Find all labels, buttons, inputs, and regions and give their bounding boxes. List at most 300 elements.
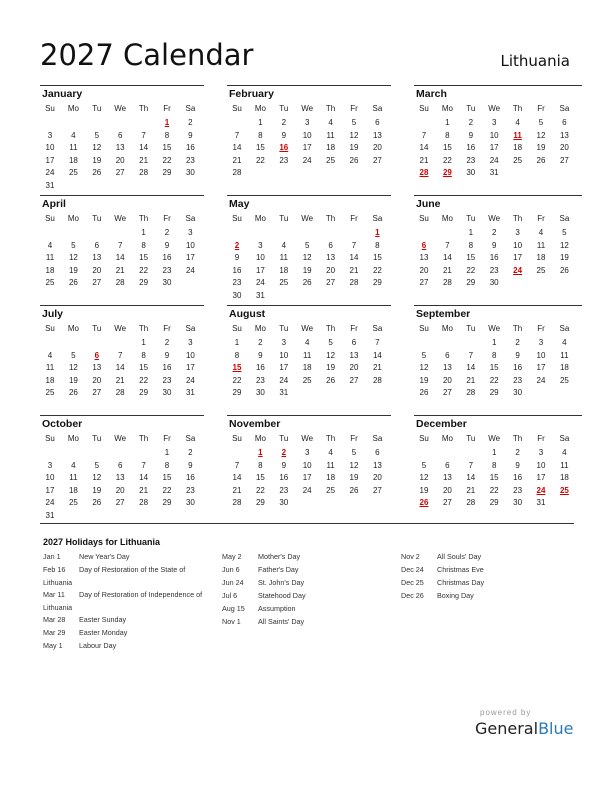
calendar-day: 24 [185, 265, 195, 275]
holiday-item [43, 551, 208, 564]
calendar-day: 26 [419, 388, 429, 398]
calendar-day: 28 [372, 375, 382, 385]
calendar-day: 16 [513, 473, 523, 483]
month-september [414, 305, 578, 413]
calendar-day: 20 [326, 265, 336, 275]
calendar-day: 10 [185, 240, 195, 250]
weekday-label: Mo [441, 324, 453, 333]
calendar-day: 14 [419, 143, 429, 153]
weekday-label: Mo [254, 214, 266, 223]
calendar-day: 13 [349, 350, 359, 360]
calendar-day: 6 [351, 338, 357, 347]
calendar-day: 11 [69, 143, 78, 153]
calendar-day: 12 [92, 143, 102, 153]
calendar-day: 21 [466, 485, 476, 495]
calendar-day: 20 [372, 473, 382, 483]
holiday-item [222, 577, 372, 590]
calendar-day: 26 [349, 155, 359, 165]
calendar-day: 7 [234, 460, 240, 470]
calendar-day: 23 [185, 155, 195, 165]
calendar-day: 30 [513, 388, 523, 398]
calendar-day: 11 [279, 253, 288, 263]
calendar-day: 24 [489, 155, 499, 165]
calendar-day: 22 [442, 155, 452, 165]
holiday-date: 24 [536, 485, 546, 495]
calendar-day: 15 [162, 143, 172, 153]
calendar-day: 3 [538, 448, 544, 457]
weekday-label: Fr [163, 104, 171, 113]
calendar-day: 29 [466, 278, 476, 288]
calendar-day: 22 [255, 485, 265, 495]
weekday-label: Sa [559, 434, 570, 443]
month-rule [414, 85, 582, 86]
calendar-day: 20 [349, 363, 359, 373]
calendar-day: 4 [47, 350, 53, 360]
calendar-day: 2 [515, 338, 520, 347]
calendar-day: 25 [279, 278, 289, 288]
holiday-item [222, 603, 372, 616]
calendar-day: 3 [47, 130, 53, 140]
calendar-day: 23 [279, 485, 289, 495]
calendar-day: 12 [419, 363, 429, 373]
weekday-label: Tu [92, 434, 102, 443]
calendar-day: 4 [328, 118, 333, 127]
calendar-day: 5 [71, 350, 76, 360]
calendar-day: 21 [139, 155, 149, 165]
calendar-day: 17 [513, 253, 523, 263]
calendar-day: 26 [92, 168, 102, 178]
weekday-label: Tu [466, 434, 476, 443]
calendar-day: 15 [442, 143, 452, 153]
calendar-day: 27 [326, 278, 336, 288]
weekday-label: Mo [67, 214, 79, 223]
calendar-day: 29 [162, 498, 172, 508]
weekday-label: Su [45, 434, 55, 443]
calendar-day: 1 [164, 448, 170, 457]
calendar-day: 6 [117, 460, 123, 470]
holiday-name: All Souls' Day [437, 552, 482, 561]
weekday-label: Fr [163, 324, 171, 333]
calendar-day: 17 [45, 155, 55, 165]
calendar-day: 25 [513, 155, 523, 165]
weekday-label: Th [325, 104, 336, 113]
weekday-label: Mo [254, 104, 266, 113]
calendar-day: 1 [491, 448, 497, 457]
calendar-day: 5 [71, 240, 76, 250]
calendar-day: 12 [559, 240, 569, 250]
calendar-day: 17 [536, 473, 546, 483]
calendar-day: 4 [281, 240, 287, 250]
calendar-day: 2 [258, 338, 263, 347]
calendar-day: 27 [115, 168, 125, 178]
calendar-day: 11 [560, 350, 569, 360]
calendar-day: 22 [232, 375, 242, 385]
calendar-day: 27 [92, 278, 102, 288]
calendar-day: 14 [115, 253, 125, 263]
calendar-day: 15 [162, 473, 172, 483]
calendar-day: 15 [489, 363, 499, 373]
calendar-day: 30 [162, 388, 172, 398]
calendar-day: 10 [536, 350, 546, 360]
calendar-day: 17 [302, 473, 312, 483]
calendar-day: 1 [491, 338, 497, 347]
calendar-day: 23 [513, 375, 523, 385]
calendar-day: 19 [419, 485, 429, 495]
calendar-day: 5 [328, 338, 333, 347]
calendar-day: 5 [304, 240, 310, 250]
month-rule [40, 305, 204, 306]
holiday-item [43, 614, 208, 627]
calendar-day: 21 [372, 363, 382, 373]
month-rule [227, 415, 391, 416]
weekday-label: Mo [441, 104, 453, 113]
calendar-day: 13 [115, 473, 125, 483]
calendar-day: 28 [442, 278, 452, 288]
holiday-date: 11 [513, 130, 522, 140]
weekday-label: Mo [441, 434, 453, 443]
calendar-day: 5 [351, 118, 357, 127]
calendar-day: 19 [92, 485, 102, 495]
calendar-day: 7 [445, 240, 450, 250]
weekday-label: Th [512, 434, 523, 443]
month-name: November [229, 418, 281, 430]
holiday-name: St. John's Day [258, 578, 305, 587]
calendar-day: 8 [141, 240, 146, 250]
calendar-day: 31 [185, 388, 195, 398]
calendar-day: 9 [188, 460, 193, 470]
month-july [40, 305, 204, 413]
holiday-date-label: Mar 11 [43, 590, 65, 599]
calendar-day: 22 [489, 375, 499, 385]
weekday-label: Tu [92, 214, 102, 223]
holiday-item [43, 627, 208, 640]
calendar-day: 9 [281, 130, 287, 140]
weekday-label: Tu [279, 214, 289, 223]
calendar-day: 23 [489, 265, 499, 275]
calendar-day: 27 [372, 155, 382, 165]
weekday-label: Sa [185, 214, 196, 223]
weekday-label: Su [419, 214, 429, 223]
calendar-day: 10 [302, 460, 312, 470]
calendar-day: 2 [515, 448, 520, 457]
calendar-day: 20 [419, 265, 429, 275]
calendar-day: 22 [139, 265, 149, 275]
holiday-date: 1 [258, 448, 263, 457]
weekday-label: We [488, 324, 501, 333]
holiday-item [401, 577, 551, 590]
weekday-label: Mo [254, 434, 266, 443]
calendar-day: 2 [281, 118, 287, 127]
calendar-day: 18 [45, 375, 55, 385]
calendar-day: 8 [164, 130, 170, 140]
calendar-day: 7 [141, 130, 146, 140]
calendar-day: 3 [47, 460, 53, 470]
calendar-day: 8 [258, 460, 263, 470]
weekday-label: We [114, 324, 127, 333]
calendar-day: 20 [442, 485, 452, 495]
holiday-item [222, 616, 372, 629]
weekday-label: Th [325, 434, 336, 443]
calendar-day: 9 [258, 350, 263, 360]
calendar-day: 29 [162, 168, 172, 178]
holiday-item [401, 564, 551, 577]
calendar-day: 20 [115, 155, 125, 165]
month-august [227, 305, 391, 413]
month-rule [414, 415, 582, 416]
calendar-day: 17 [489, 143, 499, 153]
calendar-day: 5 [421, 460, 427, 470]
weekday-label: Tu [92, 104, 102, 113]
country-name: Lithuania [500, 52, 570, 70]
calendar-day: 8 [164, 460, 170, 470]
calendar-day: 25 [45, 388, 55, 398]
calendar-day: 6 [445, 460, 450, 470]
calendar-day: 2 [188, 448, 193, 457]
calendar-day: 29 [255, 498, 265, 508]
calendar-day: 8 [468, 240, 474, 250]
holiday-name: Father's Day [258, 565, 299, 574]
calendar-day: 10 [536, 460, 546, 470]
calendar-day: 28 [115, 278, 125, 288]
calendar-day: 13 [92, 363, 102, 373]
calendar-day: 21 [115, 265, 125, 275]
holiday-date-label: Dec 24 [401, 565, 424, 574]
weekday-label: We [488, 104, 501, 113]
weekday-label: Fr [350, 324, 358, 333]
calendar-day: 3 [491, 118, 497, 127]
calendar-day: 21 [419, 155, 429, 165]
holiday-date-label: Jul 6 [222, 591, 238, 600]
calendar-day: 12 [349, 130, 359, 140]
calendar-day: 28 [232, 498, 242, 508]
holiday-name: Christmas Day [437, 578, 485, 587]
calendar-day: 19 [349, 473, 359, 483]
calendar-day: 18 [302, 363, 312, 373]
calendar-day: 12 [302, 253, 312, 263]
calendar-day: 23 [232, 278, 242, 288]
brand-logo[interactable] [475, 719, 573, 738]
holiday-name: Assumption [258, 604, 296, 613]
calendar-day: 28 [349, 278, 359, 288]
weekday-label: Mo [67, 324, 79, 333]
calendar-day: 17 [185, 253, 195, 263]
weekday-label: We [488, 434, 501, 443]
calendar-day: 15 [139, 253, 149, 263]
holiday-name: Easter Monday [79, 628, 128, 637]
calendar-day: 25 [326, 485, 336, 495]
weekday-label: Sa [559, 104, 570, 113]
calendar-day: 27 [442, 388, 452, 398]
calendar-day: 3 [304, 448, 310, 457]
weekday-label: Fr [537, 434, 545, 443]
calendar-day: 1 [141, 338, 146, 347]
calendar-day: 15 [255, 473, 265, 483]
calendar-day: 15 [466, 253, 476, 263]
calendar-day: 22 [466, 265, 476, 275]
calendar-day: 25 [68, 168, 78, 178]
calendar-day: 14 [466, 473, 476, 483]
calendar-day: 3 [258, 240, 263, 250]
calendar-day: 23 [255, 375, 265, 385]
holiday-date: 1 [164, 118, 170, 127]
weekday-label: Th [512, 324, 523, 333]
calendar-day: 7 [234, 130, 240, 140]
weekday-label: We [114, 214, 127, 223]
calendar-day: 16 [162, 253, 172, 263]
holiday-name: Boxing Day [437, 591, 474, 600]
calendar-day: 20 [92, 375, 102, 385]
calendar-day: 13 [419, 253, 429, 263]
calendar-day: 4 [562, 448, 567, 457]
calendar-day: 9 [515, 350, 520, 360]
calendar-day: 30 [255, 388, 265, 398]
holiday-name: New Year's Day [79, 552, 130, 561]
calendar-day: 27 [349, 375, 359, 385]
holiday-item [222, 551, 372, 564]
calendar-day: 10 [489, 130, 499, 140]
calendar-day: 24 [45, 498, 55, 508]
calendar-day: 17 [536, 363, 546, 373]
calendar-day: 16 [466, 143, 476, 153]
calendar-day: 2 [164, 228, 170, 237]
holiday-date-label: Feb 16 [43, 565, 66, 574]
weekday-label: Sa [372, 104, 383, 113]
calendar-day: 6 [117, 130, 123, 140]
holiday-date-label: Nov 1 [222, 617, 241, 626]
calendar-day: 23 [185, 485, 195, 495]
calendar-day: 6 [375, 118, 380, 127]
calendar-day: 23 [466, 155, 476, 165]
holiday-date-label: Jan 1 [43, 552, 61, 561]
calendar-day: 3 [281, 338, 287, 347]
calendar-day: 26 [326, 375, 336, 385]
calendar-day: 13 [372, 460, 382, 470]
calendar-day: 2 [164, 338, 170, 347]
calendar-day: 2 [188, 118, 193, 127]
holiday-item [401, 551, 551, 564]
holiday-name: Labour Day [79, 641, 117, 650]
weekday-label: Fr [537, 214, 545, 223]
weekday-label: Su [232, 214, 242, 223]
month-name: June [416, 198, 441, 210]
calendar-day: 8 [258, 130, 263, 140]
calendar-day: 8 [491, 460, 497, 470]
weekday-label: Fr [350, 434, 358, 443]
calendar-day: 5 [94, 460, 100, 470]
calendar-day: 29 [372, 278, 382, 288]
calendar-day: 3 [515, 228, 520, 237]
calendar-day: 18 [45, 265, 55, 275]
calendar-day: 18 [559, 363, 569, 373]
weekday-label: Fr [163, 434, 171, 443]
divider [40, 523, 574, 524]
calendar-day: 22 [489, 485, 499, 495]
calendar-day: 19 [68, 375, 78, 385]
calendar-day: 31 [255, 291, 265, 300]
weekday-label: Tu [279, 434, 289, 443]
calendar-day: 17 [45, 485, 55, 495]
calendar-day: 7 [468, 350, 474, 360]
calendar-day: 14 [232, 143, 242, 153]
calendar-day: 27 [442, 498, 452, 508]
calendar-day: 9 [164, 240, 170, 250]
weekday-label: Su [232, 434, 242, 443]
month-february [227, 85, 391, 193]
weekday-label: Sa [185, 434, 196, 443]
holiday-date: 2 [234, 240, 240, 250]
month-rule [414, 195, 582, 196]
calendar-day: 12 [68, 253, 78, 263]
holiday-item [222, 564, 372, 577]
holiday-item [43, 589, 208, 614]
holidays-title: 2027 Holidays for Lithuania [43, 537, 161, 547]
calendar-day: 13 [559, 130, 569, 140]
calendar-day: 7 [421, 130, 427, 140]
calendar-day: 5 [562, 228, 567, 237]
calendar-day: 30 [162, 278, 172, 288]
calendar-day: 7 [468, 460, 474, 470]
holiday-name: All Saints' Day [258, 617, 305, 626]
calendar-day: 14 [349, 253, 359, 263]
calendar-day: 28 [139, 498, 149, 508]
calendar-day: 14 [372, 350, 382, 360]
month-june [414, 195, 578, 303]
calendar-day: 31 [536, 498, 546, 508]
calendar-day: 9 [468, 130, 474, 140]
calendar-day: 29 [489, 498, 499, 508]
calendar-day: 9 [164, 350, 170, 360]
weekday-label: Su [45, 104, 55, 113]
weekday-label: Fr [163, 214, 171, 223]
calendar-day: 19 [302, 265, 312, 275]
weekday-label: Su [45, 214, 55, 223]
calendar-day: 7 [117, 240, 123, 250]
holiday-name: Easter Sunday [79, 615, 127, 624]
calendar-day: 13 [372, 130, 382, 140]
calendar-day: 25 [302, 375, 312, 385]
calendar-day: 5 [538, 118, 544, 127]
calendar-day: 21 [139, 485, 149, 495]
month-name: April [42, 198, 66, 210]
weekday-label: Fr [350, 214, 358, 223]
calendar-day: 28 [232, 168, 242, 178]
month-rule [40, 195, 204, 196]
weekday-label: Su [419, 434, 429, 443]
calendar-day: 28 [139, 168, 149, 178]
weekday-label: We [114, 104, 127, 113]
calendar-day: 2 [468, 118, 474, 127]
calendar-day: 14 [115, 363, 125, 373]
calendar-day: 22 [139, 375, 149, 385]
calendar-day: 11 [69, 473, 78, 483]
calendar-day: 7 [141, 460, 146, 470]
month-name: July [42, 308, 64, 320]
calendar-day: 22 [255, 155, 265, 165]
calendar-day: 7 [375, 338, 380, 347]
calendar-day: 12 [349, 460, 359, 470]
calendar-day: 1 [445, 118, 450, 127]
calendar-day: 17 [279, 363, 289, 373]
holiday-date-label: Dec 26 [401, 591, 424, 600]
weekday-label: Tu [92, 324, 102, 333]
calendar-day: 14 [232, 473, 242, 483]
holiday-date-label: May 2 [222, 552, 242, 561]
calendar-day: 27 [559, 155, 569, 165]
calendar-day: 16 [489, 253, 499, 263]
month-april [40, 195, 204, 303]
calendar-day: 3 [304, 118, 310, 127]
calendar-day: 10 [302, 130, 312, 140]
